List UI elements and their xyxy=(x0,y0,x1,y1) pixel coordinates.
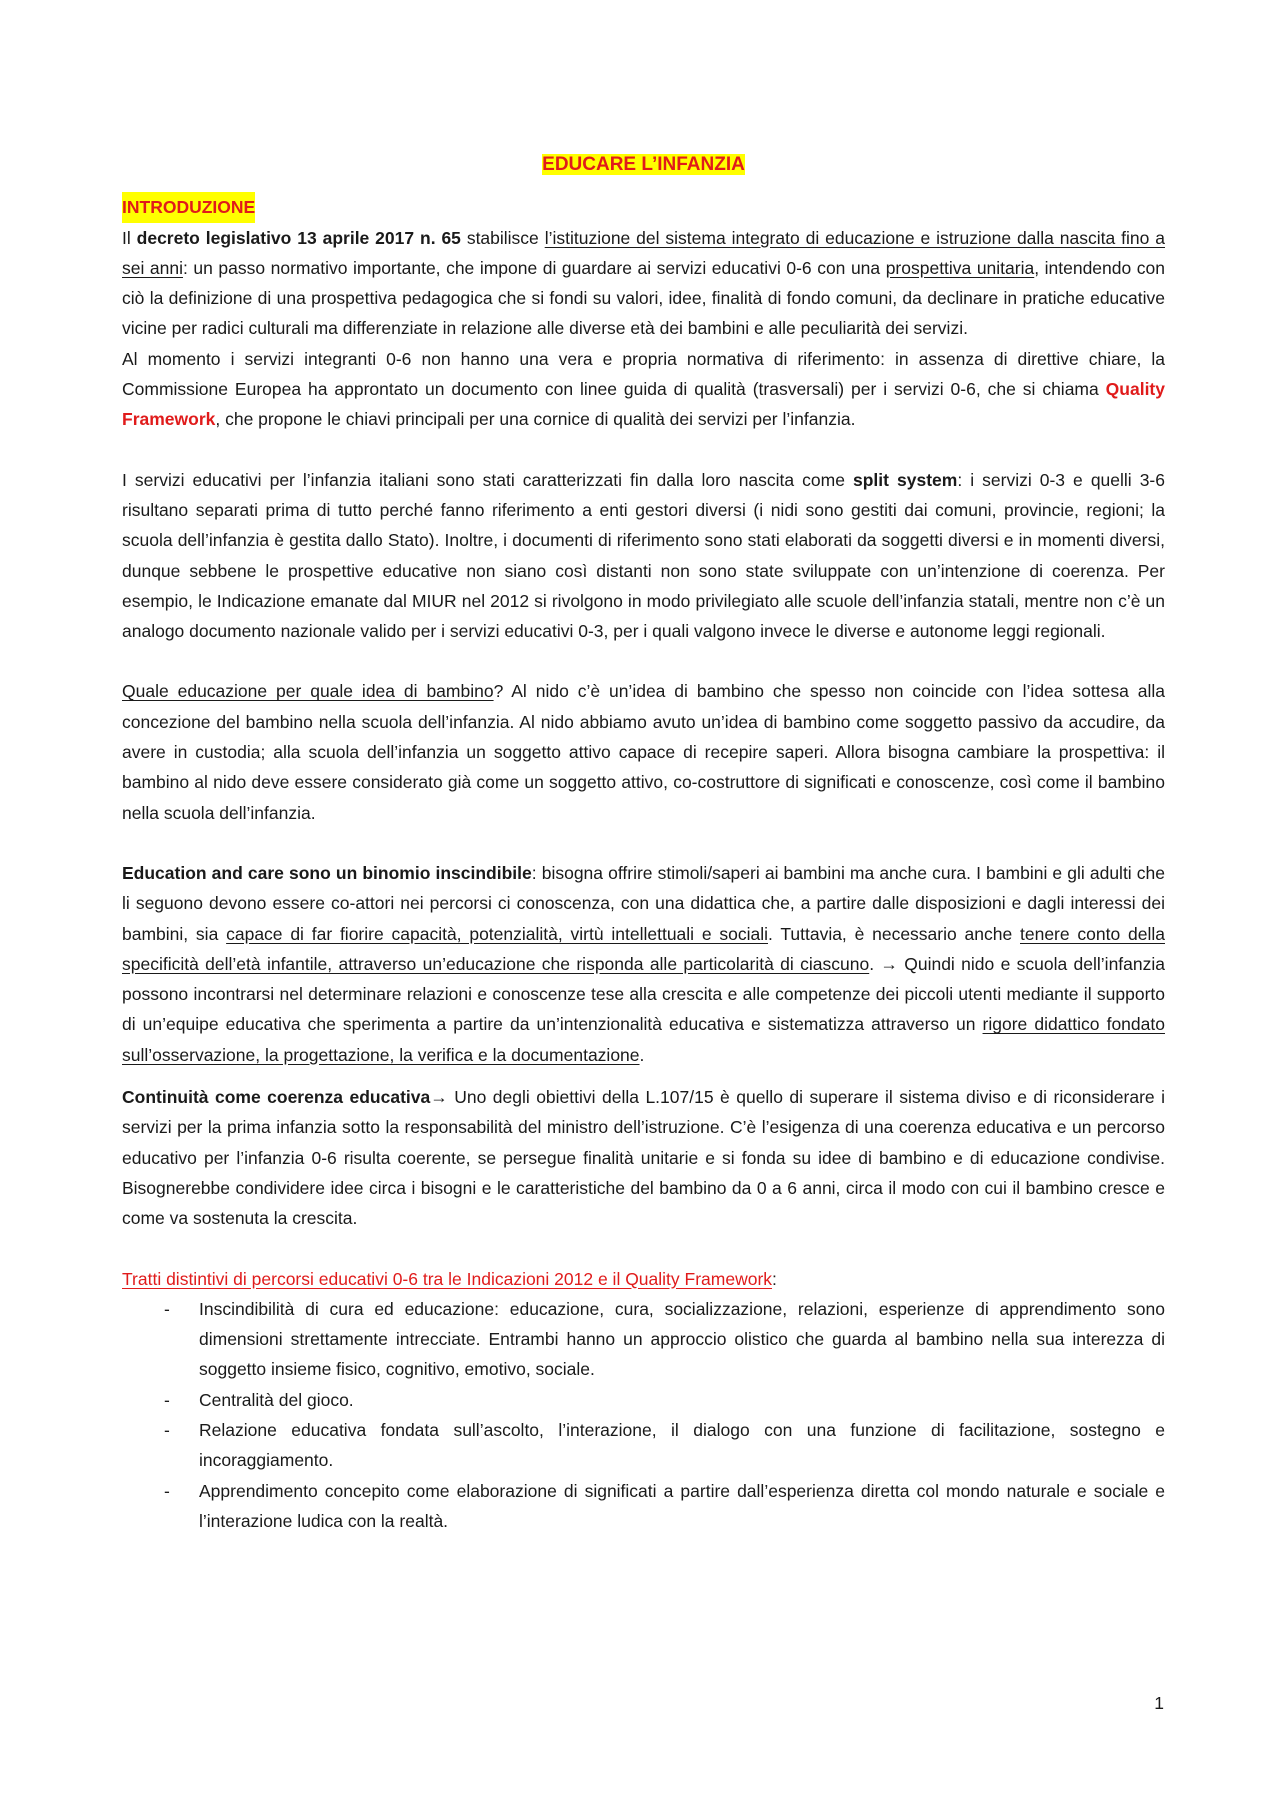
intro-heading: INTRODUZIONE xyxy=(122,192,1165,222)
arrow-icon: → xyxy=(880,953,898,974)
intro-paragraph-2: Al momento i servizi integranti 0-6 non hanno una vera e propria normativa di riferimento: in assenza di direttive chiare, la Commissione Europea ha approntato un documento con linee guida di qualità (trasversali) per i servizi 0-6, che si chiama Quality Framework, che propone le chiavi principali per una cornice di qualità dei servizi per l’infanzia. xyxy=(122,348,1165,430)
list-item: - Centralità del gioco. xyxy=(164,1389,354,1410)
traits-list xyxy=(122,1294,1165,1536)
document-body xyxy=(122,150,1165,1536)
decree-reference: decreto legislativo 13 aprile 2017 n. 65 xyxy=(136,227,461,248)
child-idea-paragraph: Quale educazione per quale idea di bambino? Al nido c’è un’idea di bambino che spesso non coincide con l’idea sottesa alla concezione del bambino nella scuola dell’infanzia. Al nido abbiamo avuto un’idea di bambino come soggetto passivo da accudire, da avere in custodia; alla scuola dell’infanzia un soggetto attivo capace di recepire saperi. Allora bisogna cambiare la prospettiva: il bambino al nido deve essere considerato già come un soggetto attivo, co-costruttore di significati e conoscenze, così come il bambino nella scuola dell’infanzia. xyxy=(122,681,1165,823)
page-number: 1 xyxy=(1154,1693,1164,1713)
quality-framework-term: Quality Framework xyxy=(122,379,1165,430)
arrow-icon: → xyxy=(430,1087,448,1108)
document-title: EDUCARE L’INFANZIA xyxy=(542,154,745,175)
intro-paragraph-1: Il decreto legislativo 13 aprile 2017 n. 65 stabilisce l’istituzione del sistema integrato di educazione e istruzione dalla nascita fino a sei anni: un passo normativo importante, che impone di guardare ai servizi educativi 0-6 con una prospettiva unitaria, intendendo con ciò la definizione di una prospettiva pedagogica che si fondi su valori, idee, finalità di fondo comuni, da declinare in pratiche educative vicine per radici culturali ma differenziate in relazione alle diverse età dei bambini e alle peculiarità dei servizi. xyxy=(122,227,1165,339)
traits-heading: Tratti distintivi di percorsi educativi 0-6 tra le Indicazioni 2012 e il Quality Framework: xyxy=(122,1268,777,1289)
split-system-paragraph: I servizi educativi per l’infanzia italiani sono stati caratterizzati fin dalla loro nascita come split system: i servizi 0-3 e quelli 3-6 risultano separati prima di tutto perché fanno riferimento a enti gestori diversi (i nidi sono gestiti dai comuni, provincie, regioni; la scuola dell’infanzia è gestita dallo Stato). Inoltre, i documenti di riferimento sono stati elaborati da soggetti diversi e in momenti diversi, dunque sebbene le prospettive educative non siano così distanti non sono state sviluppate con un’intenzione di coerenza. Per esempio, le Indicazione emanate dal MIUR nel 2012 si rivolgono in modo privilegiato alle scuole dell’infanzia statali, mentre non c’è un analogo documento nazionale valido per i servizi educativi 0-3, per i quali valgono invece le diverse e autonome leggi regionali. xyxy=(122,469,1165,642)
continuity-paragraph: Continuità come coerenza educativa→ Uno degli obiettivi della L.107/15 è quello di superare il sistema diviso e di riconsiderare i servizi per la prima infanzia sotto la responsabilità del ministro dell’istruzione. C’è l’esigenza di una coerenza educativa e un percorso educativo per l’infanzia 0-6 risulta coerente, se persegue finalità unitarie e si fonda su idee di bambino e di educazione condivise. Bisognerebbe condividere idee circa i bisogni e le caratteristiche del bambino da 0 a 6 anni, circa il modo con cui il bambino cresce e come va sostenuta la crescita. xyxy=(122,1087,1166,1229)
list-item: - Inscindibilità di cura ed educazione: educazione, cura, socializzazione, relazioni, esperienze di apprendimento sono dimensioni strettamente intrecciate. Entrambi hanno un approccio olistico che guarda al bambino nella sua interezza di soggetto insieme fisico, cognitivo, emotivo, sociale. xyxy=(164,1298,1165,1380)
education-care-paragraph: Education and care sono un binomio inscindibile: bisogna offrire stimoli/saperi ai bambini ma anche cura. I bambini e gli adulti che li seguono devono essere co-attori nei percorsi ci conoscenza, con una didattica che, a partire dalle disposizioni e dagli interessi dei bambini, sia capace di far fiorire capacità, potenzialità, virtù intellettuali e sociali. Tuttavia, è necessario anche tenere conto della specificità dell’età infantile, attraverso un’educazione che risponda alle particolarità di ciascuno. → Quindi nido e scuola dell’infanzia possono incontrarsi nel determinare relazioni e conoscenze tese alla crescita e alle competenze dei piccoli utenti mediante il supporto di un’equipe educativa che sperimenta a partire da un’intenzionalità educativa e sistematizza attraverso un rigore didattico fondato sull’osservazione, la progettazione, la verifica e la documentazione. xyxy=(122,862,1166,1065)
list-item: - Relazione educativa fondata sull’ascolto, l’interazione, il dialogo con una funzione di facilitazione, sostegno e incoraggiamento. xyxy=(164,1419,1165,1471)
list-item: - Apprendimento concepito come elaborazione di significati a partire dall’esperienza diretta col mondo naturale e sociale e l’interazione ludica con la realtà. xyxy=(164,1480,1165,1531)
